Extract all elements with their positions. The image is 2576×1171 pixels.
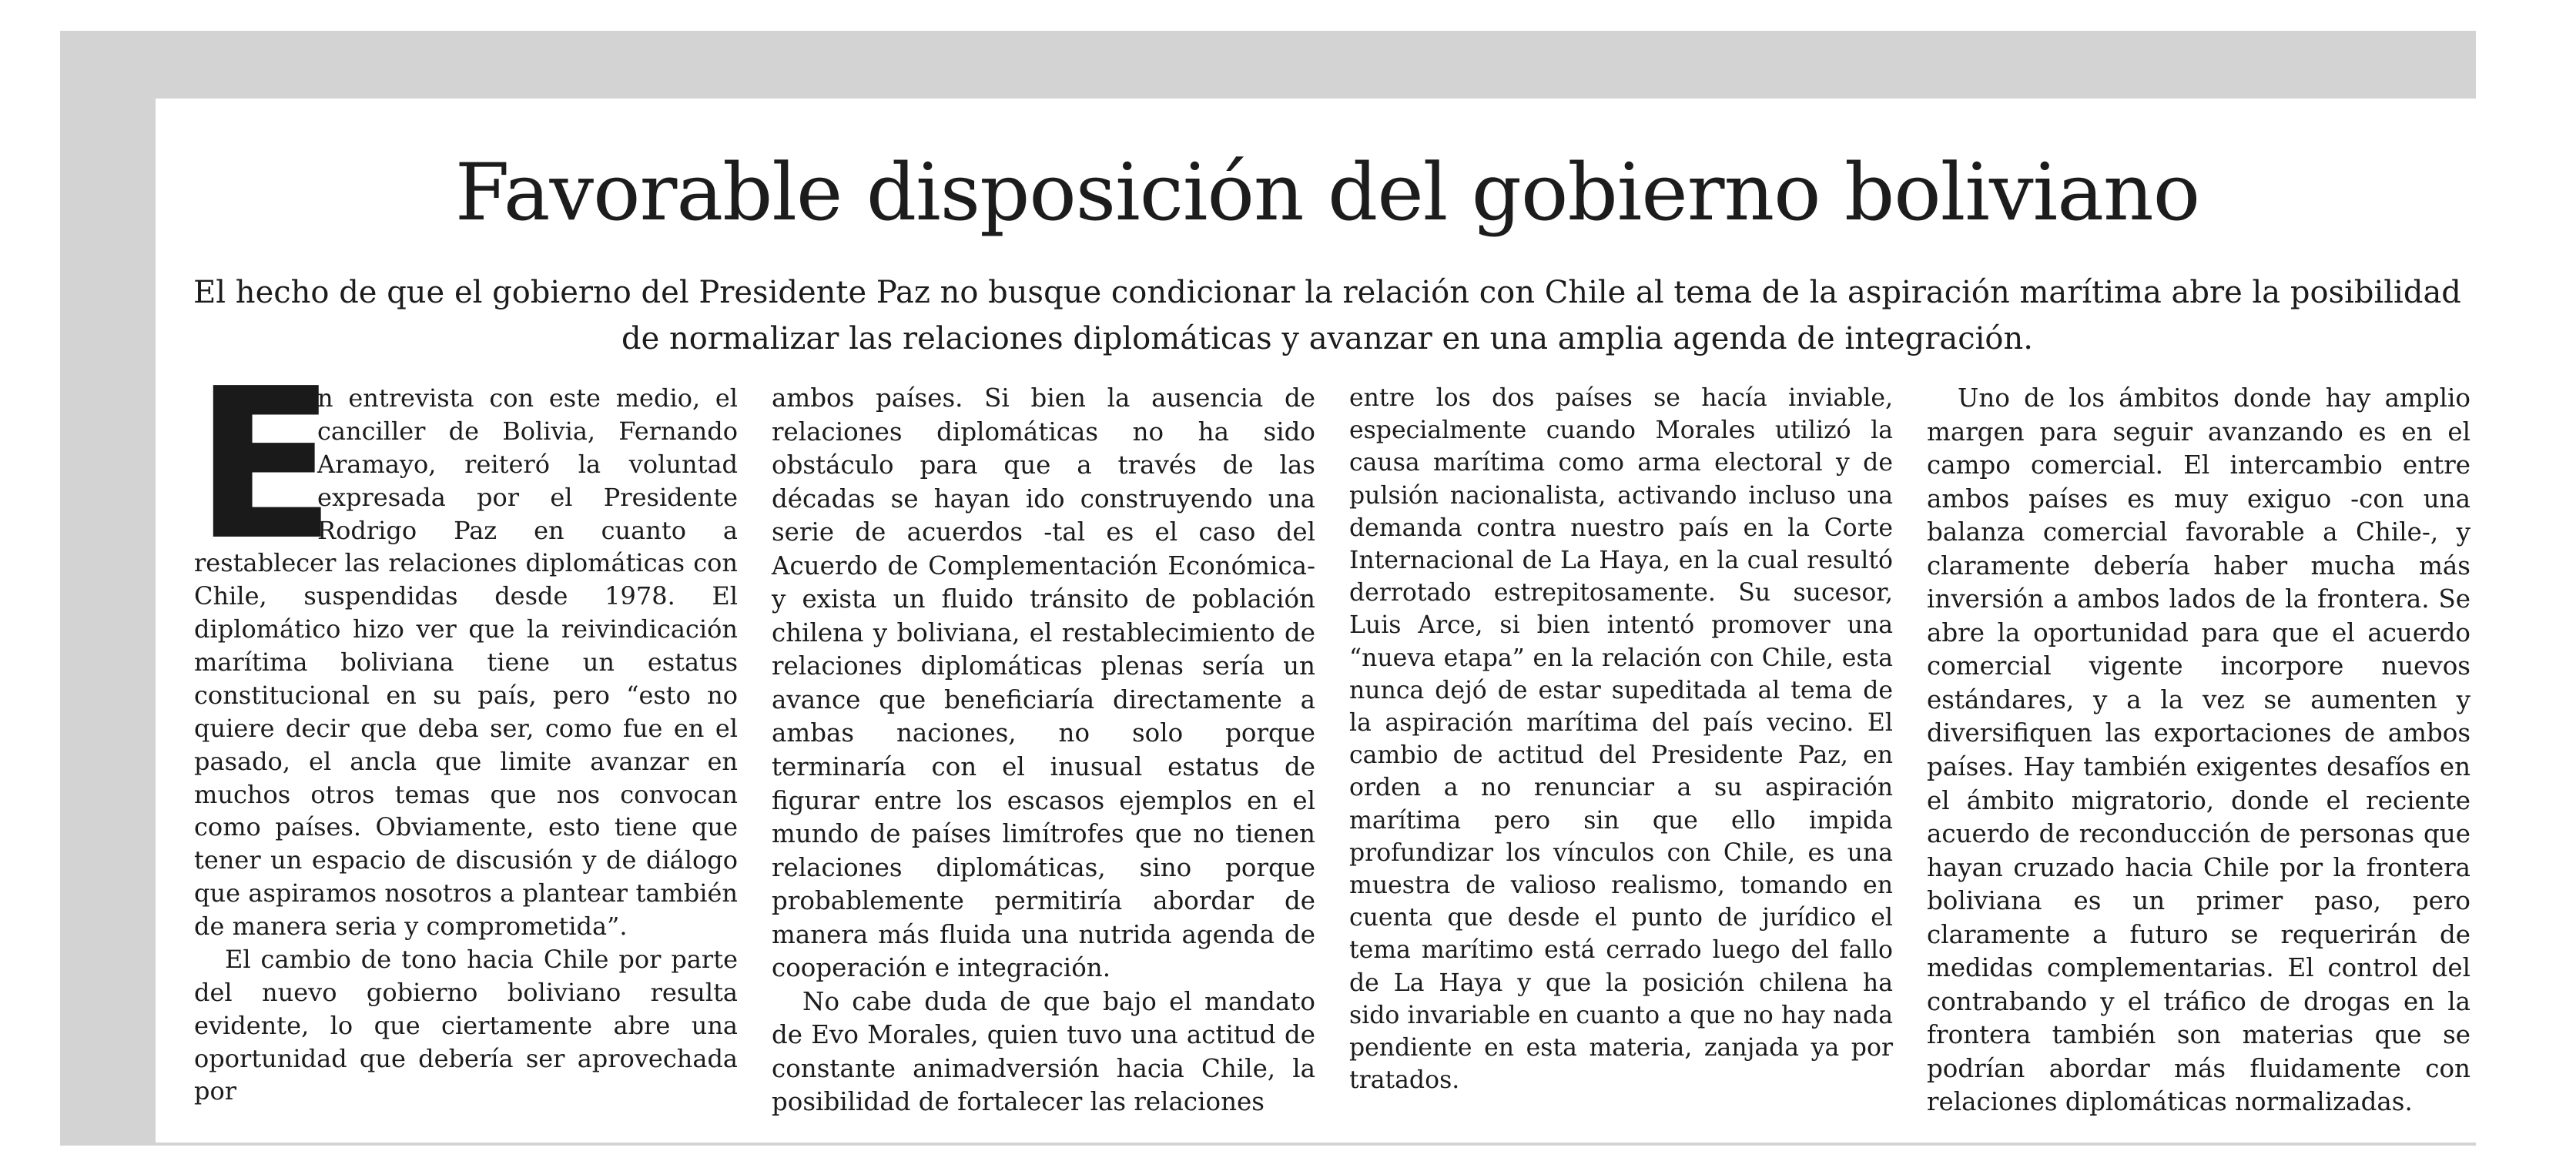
page-frame [60, 31, 2476, 1146]
paragraph: entre los dos países se hacía inviable, especialmente cuando Morales utilizó la causa marítima como arma electoral y de pulsión nacionalista, activando incluso una demanda contra nuestro país en la Corte Internacional de La Haya, en la cual resultó derrotado estrepitosamente. Su sucesor, Luis Arce, si bien intentó promover una “nueva etapa” en la relación con Chile, esta nunca dejó de estar supeditada al tema de la aspiración marítima del país vecino. El cambio de actitud del Presidente Paz, en orden a no renunciar a su aspiración marítima pero sin que ello impida profundizar los vínculos con Chile, es una muestra de valioso realismo, tomando en cuenta que desde el punto de jurídico el tema marítimo está cerrado luego del fallo de La Haya y que la posición chilena ha sido invariable en cuanto a que no hay nada pendiente en esta materia, zanjada ya por tratados. [1349, 384, 1893, 1095]
editorial-article [156, 99, 2499, 1143]
subheadline: El hecho de que el gobierno del Presidente Paz no busque condicionar la relación con Chile al tema de la aspiración marítima abre la posibilidad de normalizar las relaciones diplomáticas y avanzar en una amplia agenda de integración. [193, 275, 2461, 356]
article-column-2 [772, 382, 1315, 1136]
paragraph [194, 343, 738, 943]
article-column-1 [194, 343, 738, 1136]
drop-cap: E [194, 343, 337, 586]
paragraph-text: n entrevista con este medio, el canciller de Bolivia, Fernando Aramayo, reiteró la voluntad expresada por el Presidente Rodrigo Paz en cuanto a restablecer las relaciones diplomáticas con Chile, suspendidas desde 1978. El diplomático hizo ver que la reivindicación marítima boliviana tiene un estatus constitucional en su país, pero “esto no quiere decir que deba ser, como fue en el pasado, el ancla que limite avanzar en muchos otros temas que nos convocan como países. Obviamente, esto tiene que tener un espacio de discusión y de diálogo que aspiramos nosotros a plantear también de manera seria y comprometida”. [194, 383, 738, 941]
paragraph: No cabe duda de que bajo el mandato de Evo Morales, quien tuvo una actitud de constante animadversión hacia Chile, la posibilidad de fortalecer las relaciones [772, 986, 1315, 1117]
paragraph: El cambio de tono hacia Chile por parte del nuevo gobierno boliviano resulta evidente, lo que ciertamente abre una oportunidad que debería ser aprovechada por [194, 944, 738, 1106]
article-column-4 [1927, 382, 2470, 1136]
headline: Favorable disposición del gobierno boliviano [454, 147, 2200, 239]
paragraph: ambos países. Si bien la ausencia de relaciones diplomáticas no ha sido obstáculo para que a través de las décadas se hayan ido construyendo una serie de acuerdos -tal es el caso del Acuerdo de Complementación Económica- y exista un fluido tránsito de población chilena y boliviana, el restablecimiento de relaciones diplomáticas plenas sería un avance que beneficiaría directamente a ambas naciones, no solo porque terminaría con el inusual estatus de figurar entre los escasos ejemplos en el mundo de países limítrofes que no tienen relaciones diplomáticas, sino porque probablemente permitiría abordar de manera más fluida una nutrida agenda de cooperación e integración. [772, 383, 1315, 983]
article-column-3 [1349, 382, 1893, 1136]
paragraph: Uno de los ámbitos donde hay amplio margen para seguir avanzando es en el campo comercial. El intercambio entre ambos países es muy exiguo -con una balanza comercial favorable a Chile-, y claramente debería haber mucha más inversión a ambos lados de la frontera. Se abre la oportunidad para que el acuerdo comercial vigente incorpore nuevos estándares, y a la vez se aumenten y diversifiquen las exportaciones de ambos países. Hay también exigentes desafíos en el ámbito migratorio, donde el reciente acuerdo de reconducción de personas que hayan cruzado hacia Chile por la frontera boliviana es un primer paso, pero claramente a futuro se requerirán de medidas complementarias. El control del contrabando y el tráfico de drogas en la frontera también son materias que se podrían abordar más fluidamente con relaciones diplomáticas normalizadas. [1927, 383, 2470, 1117]
